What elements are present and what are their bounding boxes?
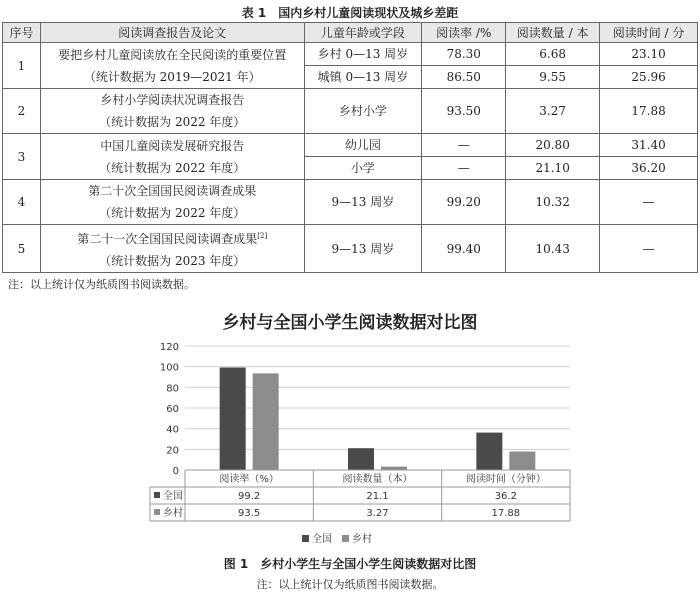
- cell-count: 6.68: [506, 43, 600, 66]
- cell-group: 乡村 0—13 周岁: [304, 43, 422, 66]
- data-label: 99.2: [238, 491, 261, 502]
- cell-rate: 86.50: [422, 66, 506, 89]
- category-label: 阅读数量（本）: [342, 474, 413, 485]
- report-title: 中国儿童阅读发展研究报告: [100, 138, 245, 153]
- row-report: [40, 134, 304, 180]
- figure-caption: 图 1 乡村小学生与全国小学生阅读数据对比图: [223, 557, 477, 571]
- y-tick-label: 20: [166, 445, 179, 457]
- cell-count: 20.80: [506, 134, 600, 157]
- cell-rate: —: [422, 134, 506, 157]
- header-group: 儿童年龄或学段: [304, 23, 422, 43]
- cell-time: 17.88: [600, 89, 698, 134]
- report-title-line: [43, 225, 302, 250]
- legend-entry: 全国: [312, 534, 332, 545]
- bar-rural: [253, 373, 279, 470]
- cell-rate: 99.20: [422, 180, 506, 225]
- cell-rate: 78.30: [422, 43, 506, 66]
- data-label: 17.88: [491, 508, 521, 519]
- row-no: 5: [3, 225, 41, 273]
- header-report: 阅读调查报告及论文: [40, 23, 304, 43]
- cell-time: 31.40: [600, 134, 698, 157]
- cell-time: —: [600, 180, 698, 225]
- data-table: [2, 22, 698, 273]
- data-label: 36.2: [494, 491, 517, 502]
- report-citation: [2]: [257, 232, 268, 240]
- report-stat: （统计数据为 2023 年度）: [99, 254, 246, 268]
- report-title: 乡村小学阅读状况调查报告: [100, 93, 245, 107]
- table-note: 注：以上统计仅为纸质图书阅读数据。: [8, 278, 195, 291]
- category-label: 阅读率（%）: [219, 474, 279, 485]
- cell-group: 幼儿园: [304, 134, 422, 157]
- legend-swatch: [302, 535, 309, 542]
- row-report: [40, 225, 304, 273]
- y-tick-label: 100: [159, 362, 179, 374]
- table-row: [3, 134, 698, 157]
- cell-group: 小学: [304, 157, 422, 180]
- report-title: 第二十次全国国民阅读调查成果: [88, 184, 257, 198]
- cell-rate: 99.40: [422, 225, 506, 273]
- header-no: 序号: [3, 23, 41, 43]
- row-no: 2: [3, 89, 41, 134]
- cell-time: 23.10: [600, 43, 698, 66]
- report-stat: （统计数据为 2022 年度）: [99, 160, 246, 175]
- table-header-row: [3, 23, 698, 43]
- bar-rural: [509, 452, 535, 470]
- cell-time: 25.96: [600, 66, 698, 89]
- report-title: 要把乡村儿童阅读放在全民阅读的重要位置: [58, 47, 287, 62]
- header-rate: 阅读率 /%: [422, 23, 506, 43]
- figure-note: 注：以上统计仅为纸质图书阅读数据。: [256, 578, 444, 591]
- report-stat: （统计数据为 2019—2021 年）: [83, 69, 261, 84]
- row-no: 3: [3, 134, 41, 180]
- cell-rate: 93.50: [422, 89, 506, 134]
- series-label: 乡村: [163, 508, 183, 519]
- cell-count: 21.10: [506, 157, 600, 180]
- cell-count: 10.32: [506, 180, 600, 225]
- series-label: 全国: [163, 491, 183, 502]
- bar-chart: [0, 330, 700, 552]
- header-count: 阅读数量 / 本: [506, 23, 600, 43]
- cell-count: 3.27: [506, 89, 600, 134]
- report-title: 第二十一次全国国民阅读调查成果: [77, 232, 258, 246]
- bar-national: [476, 433, 502, 470]
- table-row: [3, 225, 698, 273]
- y-tick-label: 40: [166, 424, 179, 436]
- cell-group: 乡村小学: [304, 89, 422, 134]
- y-tick-label: 120: [159, 342, 179, 353]
- table-title: 表 1 国内乡村儿童阅读现状及城乡差距: [241, 6, 459, 20]
- row-report: [40, 89, 304, 134]
- series-swatch: [154, 492, 160, 498]
- bar-rural: [381, 467, 407, 470]
- report-stat: （统计数据为 2022 年度）: [99, 115, 246, 129]
- cell-time: 36.20: [600, 157, 698, 180]
- row-no: 4: [3, 180, 41, 225]
- row-report: [40, 180, 304, 225]
- category-label: 阅读时间（分钟）: [465, 474, 546, 485]
- cell-group: 城镇 0—13 周岁: [304, 66, 422, 89]
- y-tick-label: 60: [166, 404, 179, 415]
- report-stat: （统计数据为 2022 年度）: [99, 206, 246, 220]
- cell-count: 10.43: [506, 225, 600, 273]
- cell-time: —: [600, 225, 698, 273]
- data-label: 3.27: [366, 508, 389, 519]
- y-tick-label: 0: [172, 466, 179, 477]
- chart-title: 乡村与全国小学生阅读数据对比图: [222, 313, 478, 333]
- bar-national: [348, 448, 374, 470]
- cell-rate: —: [422, 157, 506, 180]
- row-report: [40, 43, 304, 89]
- data-label: 21.1: [366, 491, 389, 502]
- legend-entry: 乡村: [352, 534, 372, 545]
- table-row: [3, 180, 698, 225]
- legend-swatch: [342, 535, 349, 542]
- data-label: 93.5: [238, 508, 261, 519]
- row-no: 1: [3, 43, 41, 89]
- series-swatch: [154, 509, 160, 515]
- y-tick-label: 80: [166, 383, 179, 395]
- cell-group: 9—13 周岁: [304, 180, 422, 225]
- bar-national: [220, 367, 246, 470]
- header-time: 阅读时间 / 分: [600, 23, 698, 43]
- cell-group: 9—13 周岁: [304, 225, 422, 273]
- table-row: [3, 43, 698, 66]
- cell-count: 9.55: [506, 66, 600, 89]
- table-row: [3, 89, 698, 134]
